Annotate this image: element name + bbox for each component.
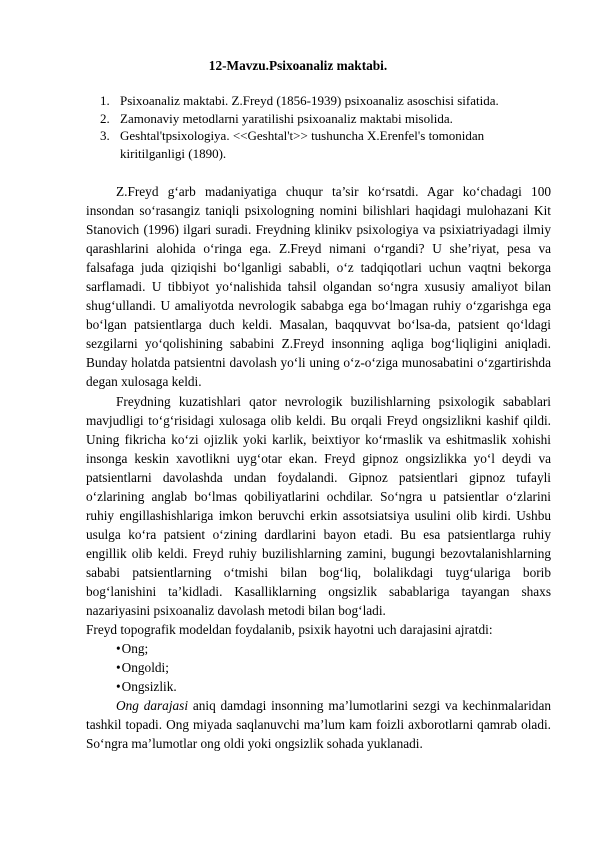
plan-item-number: 1.	[100, 93, 110, 108]
list-item	[116, 677, 551, 696]
list-item	[116, 639, 551, 658]
paragraph: Z.Freyd g‘arb madaniyatiga chuqur ta’sir ko‘rsatdi. Agar ko‘chadagi 100 insondan so‘rasangiz taniqli psixologning nomini bilishlari haqidagi mulohazani Kit Stanovich (1996) ilgari suradi. Freydning klinikv psixologiya va psixiatriyadagi ilmiy qarashlarini alohida o‘ringa ega. Z.Freyd nimani o‘rgandi? U she’riyat, pesa va falsafaga juda qiziqishi bo‘lganligi sababli, o‘z tadqiqotlari uchun vaqtni bekorga sarflamadi. U tibbiyot yo‘nalishida tahsil olgandan so‘ngra xususiy amaliyot bilan shug‘ullandi. U amaliyotda nevrologik sababga ega bo‘lmagan ruhiy o‘zgarishga ega bo‘lgan patsientlarga duch keldi. Masalan, baqquvvat bo‘lsa-da, patsient qo‘ldagi sezgilarni yo‘qolishining sababini Z.Freyd insonning aqliga bog‘liqligini aniqladi. Bunday holatda patsientni davolash yo‘li uning o‘z-o‘ziga munosabatini o‘zgartirishda degan xulosaga keldi.	[86, 184, 551, 390]
paragraph	[86, 696, 551, 753]
plan-item-number: 2.	[100, 110, 110, 126]
topic-plan-list	[100, 92, 560, 162]
list-item-text: Ongoldi;	[121, 660, 169, 676]
paragraph: Freyd topografik modeldan foydalanib, psixik hayotni uch darajasini ajratdi:	[86, 622, 493, 638]
plan-item-continuation	[100, 145, 560, 163]
emphasis-term: Ong darajasi	[116, 698, 189, 714]
plan-item-text: Zamonaviy metodlarni yaratilishi psixoanaliz maktabi misolida.	[120, 110, 453, 126]
bullet-icon: •	[116, 679, 121, 695]
list-item-text: Ongsizlik.	[121, 679, 177, 695]
consciousness-levels-list	[86, 639, 551, 696]
page-title: 12-Mavzu.Psixoanaliz maktabi.	[208, 58, 388, 73]
plan-item-text: kiritilganligi (1890).	[120, 145, 227, 161]
bullet-icon: •	[116, 660, 121, 676]
plan-item	[100, 127, 560, 145]
paragraph: Freydning kuzatishlari qator nevrologik buzilishlarning psixologik sabablari mavjudligi to‘g‘risidagi xulosaga olib keldi. Bu orqali Freyd ongsizlikni kashif qildi. Uning fikricha ko‘zi ojizlik yoki karlik, beixtiyor ko‘rmaslik va eshitmaslik xohishi insonga keskin xavotlikni uyg‘otar ekan. Freyd gipnoz ongsizlikka yo‘l deydi va patsientlarni davolashda undan foydalandi. Gipnoz patsientlari gipnoz tufayli o‘zlarining anglab bo‘lmas qobiliyatlarini ochdilar. So‘ngra u patsientlar o‘zlarini ruhiy engillashishlariga imkon beruvchi erkin assotsiatsiya usulini olib kirdi. Ushbu usulga ko‘ra patsient o‘zining dardlarini bayon etadi. Bu esa patsientlarga ruhiy engillik olib keldi. Freyd ruhiy buzilishlarning zamini, bugungi bezovtalanishlarning sababi patsientlarning o‘tmishi bilan bog‘liq, bolalikdagi tuyg‘ulariga borib bog‘lanishini ta’kidladi. Kasalliklarning ongsizlik sabablariga tayangan shaxs nazariyasini psixoanaliz davolash metodi bilan bog‘ladi.	[86, 393, 551, 619]
paragraph-text: aniq damdagi insonning ma’lumotlarini sezgi va kechinmalaridan tashkil topadi. Ong miyada saqlanuvchi ma’lum kam foizli axborotlarni qamrab oladi. So‘ngra ma’lumotlar ong oldi yoki ongsizlik sohada yuklanadi.	[86, 698, 551, 752]
plan-item	[100, 110, 560, 128]
bullet-icon: •	[116, 641, 121, 657]
list-item	[116, 658, 551, 677]
plan-item-text: Geshtal'tpsixologiya. <<Geshtal't>> tushuncha X.Erenfel's tomonidan	[120, 128, 485, 143]
main-text	[86, 182, 551, 753]
plan-item-text: Psixoanaliz maktabi. Z.Freyd (1856-1939) psixoanaliz asoschisi sifatida.	[120, 93, 499, 108]
plan-item-number: 3.	[100, 128, 110, 143]
plan-item	[100, 92, 560, 110]
list-item-text: Ong;	[121, 641, 149, 657]
